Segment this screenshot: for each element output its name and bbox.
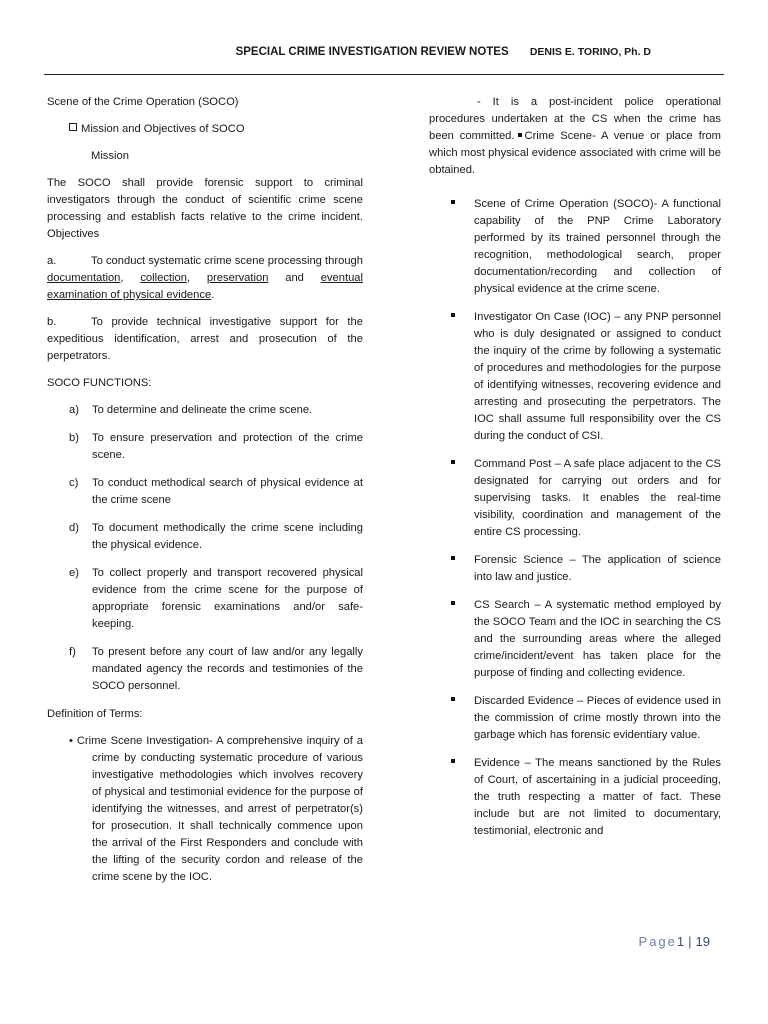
list-item: Discarded Evidence – Pieces of evidence used in the commission of crime mostly thrown into the garbage which has forensic evidentiary value. xyxy=(429,693,721,744)
header-rule xyxy=(44,74,724,75)
functions-list xyxy=(47,402,363,695)
mission-text: The SOCO shall provide forensic support to criminal investigators through the conduct of scientific crime scene processing and establish facts relative to the crime incident. Objectives xyxy=(47,177,363,240)
list-item: f) To present before any court of law and/or any legally mandated agency the records and testimonies of the SOCO personnel. xyxy=(69,646,363,692)
list-item: d) To document methodically the crime scene including the physical evidence. xyxy=(69,522,363,551)
square-bullet-icon xyxy=(451,200,455,204)
header-title: SPECIAL CRIME INVESTIGATION REVIEW NOTES xyxy=(235,46,509,58)
functions-title: SOCO FUNCTIONS: xyxy=(47,377,152,389)
objective-a: a. To conduct systematic crime scene processing through documentation, collection, preservation and eventual examination of physical evidence. xyxy=(47,255,364,301)
page-footer xyxy=(560,934,710,949)
intro-paragraph: - It is a post-incident police operational procedures undertaken at the CS when the crime has been committed. Crime Scene- A venue or place from which most physical evidence associated with crime will be obtained. xyxy=(429,96,721,176)
square-bullet-icon xyxy=(451,556,455,560)
definitions-title: Definition of Terms: xyxy=(47,708,143,720)
square-bullet-icon xyxy=(451,759,455,763)
page-total: 19 xyxy=(695,934,710,949)
section-title: Scene of the Crime Operation (SOCO) xyxy=(47,96,239,108)
list-item: Scene of Crime Operation (SOCO)- A functional capability of the PNP Crime Laboratory performed by its trained personnel through the recognition, methodological search, proper documentation/recording and collection of physical evidence at the crime scene. xyxy=(429,196,721,298)
square-bullet-icon xyxy=(451,460,455,464)
subsection-title: Mission and Objectives of SOCO xyxy=(47,121,363,138)
list-item: Evidence – The means sanctioned by the Rules of Court, of ascertaining in a judicial proceeding, the truth respecting a matter of fact. These include but are not limited to documentary, testimonial, electronic and xyxy=(429,755,721,840)
definition-csi: • Crime Scene Investigation- A comprehensive inquiry of a crime by conducting systematic procedure of various investigative methodologies which involves recovery of physical and testimonial evidence for the purpose of identifying the witnesses, and arrest of perpetrator(s) for prosecution. It shall technically commence upon the arrival of the First Responders and conclude with the lifting of the security cordon and release of the crime scene by the IOC. xyxy=(69,735,363,883)
list-item: Investigator On Case (IOC) – any PNP personnel who is duly designated or assigned to conduct the inquiry of the crime by following a systematic of procedures and methodologies for the purpose of identifying witnesses, recovering evidence and arresting and prosecuting the perpetrators. The IOC shall assume full responsibility over the CS during the conduct of CSI. xyxy=(429,309,721,445)
page-header xyxy=(44,46,724,68)
list-item: e) To collect properly and transport recovered physical evidence from the crime scene for the purpose of appropriate forensic examinations and/or safe-keeping. xyxy=(69,567,363,630)
list-item: Command Post – A safe place adjacent to the CS designated for carrying out orders and for supervising tasks. It enables the real-time visibility, coordination and management of the entire CS processing. xyxy=(429,456,721,541)
list-item: CS Search – A systematic method employed by the SOCO Team and the IOC in searching the CS and the surrounding areas where the alleged crime/incident/event has taken place for the purpose of finding and collecting evidence. xyxy=(429,597,721,682)
right-column xyxy=(429,94,721,851)
square-bullet-icon xyxy=(451,697,455,701)
page-number: 1 xyxy=(676,934,685,949)
page-word: Page xyxy=(638,934,677,949)
left-column xyxy=(47,94,363,886)
square-bullet-icon xyxy=(451,601,455,605)
page-separator: | xyxy=(688,934,692,949)
checkbox-bullet-icon xyxy=(69,123,77,131)
bullet-icon: • xyxy=(69,735,77,747)
header-author: DENIS E. TORINO, Ph. D xyxy=(529,46,651,58)
list-item: Forensic Science – The application of science into law and justice. xyxy=(429,552,721,586)
square-bullet-icon xyxy=(518,133,522,137)
objective-b: b. To provide technical investigative support for the expeditious identification, arrest and prosecution of the perpetrators. xyxy=(47,316,363,362)
mission-label: Mission xyxy=(91,150,129,162)
list-item: b) To ensure preservation and protection of the crime scene. xyxy=(69,432,363,461)
list-item: a) To determine and delineate the crime scene. xyxy=(69,404,313,416)
terms-list xyxy=(429,196,721,840)
list-item: c) To conduct methodical search of physical evidence at the crime scene xyxy=(69,477,363,506)
square-bullet-icon xyxy=(451,313,455,317)
